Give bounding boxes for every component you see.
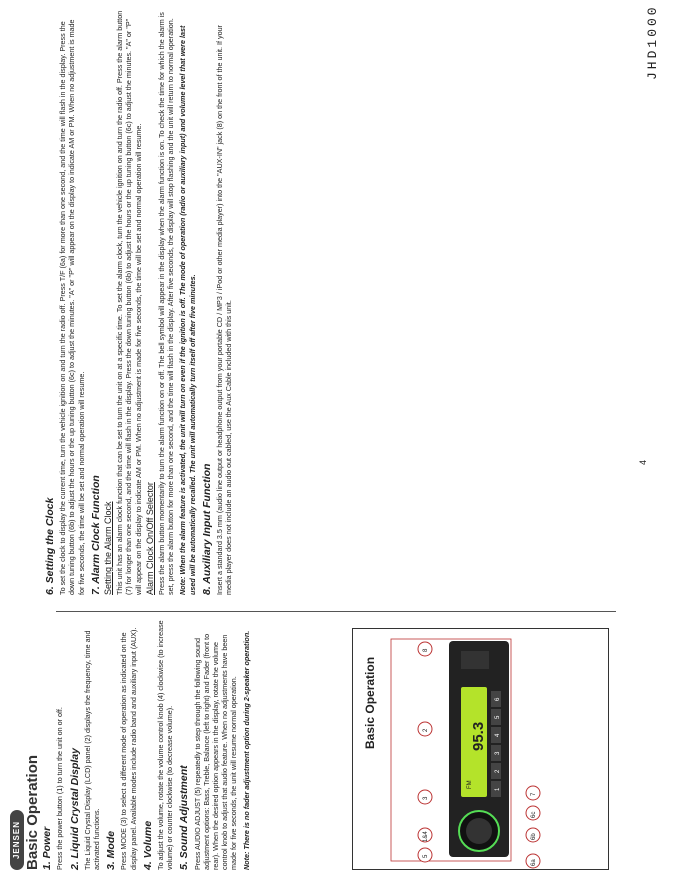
heading-sound: 5. Sound Adjustment [178,765,191,870]
volume-knob-center [466,818,492,844]
callout-3: 3 [423,796,429,800]
preset-3: 3 [495,751,501,755]
text-volume: To adjust the volume, rotate the volume control knob (4) clockwise (to increase volume) or counter clockwise (to decrease volume). [156,620,175,870]
subheading-setting-alarm: Setting the Alarm Clock [103,501,114,595]
text-mode: Press MODE (3) to select a different mode of operation as indicated on the display panel. Available modes include radio band and auxiliary input (AUX). [119,627,138,870]
column-divider [56,611,616,612]
heading-volume: 4. Volume [141,820,154,870]
preset-6: 6 [495,697,501,701]
callout-6a: 6a [531,859,537,866]
callout-1-4: 1&4 [423,831,429,842]
model-name: JHD1000 [645,4,660,80]
heading-power: 1. Power [41,826,54,870]
preset-4: 4 [495,733,501,737]
callout-7: 7 [531,792,537,796]
left-column [10,620,254,870]
page-number: 4 [638,459,648,465]
heading-lcd: 2. Liquid Crystal Display [68,748,81,870]
subheading-alarm-selector: Alarm Clock On/Off Selector [144,482,155,595]
right-column [40,10,236,595]
text-power: Press the power button (1) to turn the unit on or off. [55,707,65,870]
text-setting-alarm: This unit has an alarm clock function that can be set to turn the unit on at a specific time. To set the alarm clock, turn the vehicle ignition on and turn the radio off. Press the alarm button (7) for longer than one second, and the time will flash in the display. Press the down tuning button (6b) to adjust the hours or the up tuning button (6c) to adjust the minutes. "A" or "P" will appear on the display to indicate AM or PM. When no adjustment is made for five seconds, the time will be set and normal operation will resume. [115,10,143,595]
preset-1: 1 [495,787,501,791]
text-aux: Insert a standard 3.5 mm (audio line output or headphone output from your portable CD / MP3 / iPod or other media player) into the "AUX-IN" jack (8) on the front of the unit. If your media player does not include an audio out cabled, use the Aux Cable included with this unit. [215,24,234,595]
preset-2: 2 [495,769,501,773]
text-lcd: The Liquid Crystal Display (LCD) panel (2) displays the frequency, time and activated functions. [82,630,102,870]
callout-8: 8 [423,648,429,652]
lcd-band: FM [467,780,473,789]
text-alarm-selector: Press the alarm button momentarily to turn the alarm function on or off. The bell symbol will appear in the display when the alarm function is on. To check the time for which the alarm is set, press the alarm button for more than one second, and the time will flash in the display. After five seconds, the display will stop flashing and the unit will return to normal operation. [157,12,176,595]
callout-2: 2 [423,728,429,732]
callout-5: 5 [423,854,429,858]
radio-diagram [352,628,609,870]
radio-faceplate-illustration [353,629,608,869]
text-clock: To set the clock to display the current time, turn the vehicle ignition on and turn the radio off. Press T/F (6a) for more than one second, and the time will flash in the display. Press the down tuning button (6b) to adjust the hours or the up tuning button (6c) to adjust the minutes. "A" or "P" will appear on the display to indicate AM or PM. When no adjustment is made for five seconds, the time will be set and normal operation will resume. [58,19,86,595]
section-title: Basic Operation [24,754,41,870]
text-sound: Press AUDIO ADJUST (5) repeatedly to step through the following sound adjustment options: Bass, Treble, Balance (left to right) and Fader (front to rear). When the desired option appears in the display, rotate the volume control knob to adjust that audio feature. When no adjustments have been made for five seconds, the unit will resume normal operation. [192,633,239,870]
preset-5: 5 [495,715,501,719]
heading-mode: 3. Mode [105,830,118,870]
callout-6b: 6b [531,833,537,840]
heading-alarm: 7. Alarm Clock Function [89,475,102,595]
callout-6c: 6c [531,811,537,818]
aux-jack [461,651,489,669]
note-alarm: Note: When the alarm feature is activated, the unit will turn on even if the ignition is off. The mode of operation (radio or auxiliary input) and volume level that were last used will be automatically recalled. The unit will automatically turn itself off after five minutes. [178,25,197,595]
heading-clock: 6. Setting the Clock [44,497,56,595]
figure-title: Basic Operation [363,656,377,749]
brand-logo: JENSEN [10,810,24,870]
lcd-frequency: 95.3 [470,721,487,751]
note-fader: Note: There is no fader adjustment option during 2-speaker operation. [241,630,251,870]
heading-aux: 8. Auxiliary Input Function [200,463,213,595]
